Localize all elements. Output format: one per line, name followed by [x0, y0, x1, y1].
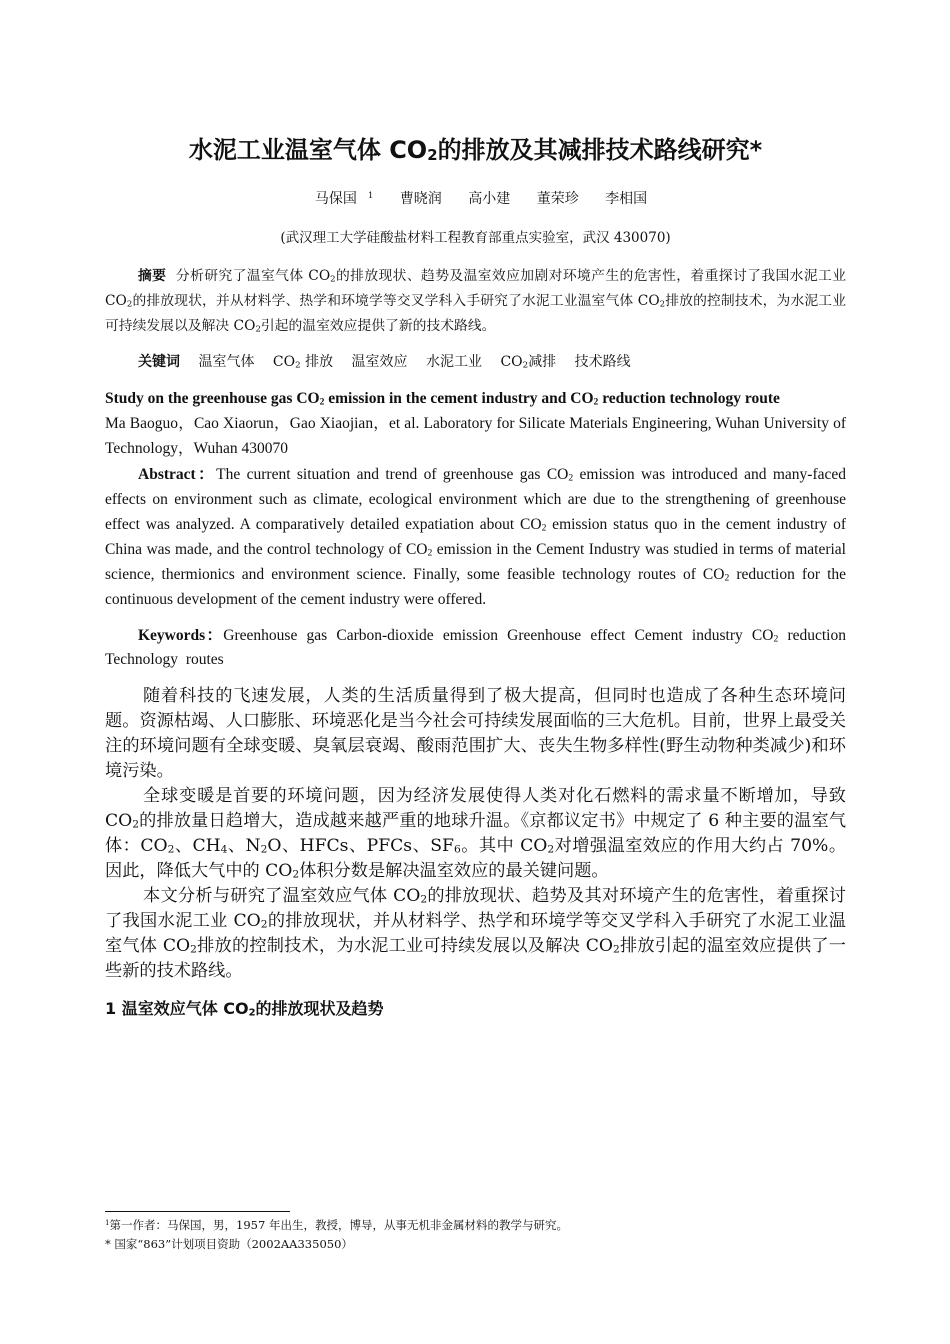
footnotes [105, 1216, 846, 1254]
author-name: 李相国 [605, 191, 648, 207]
keywords-chinese [138, 350, 645, 374]
section-heading: 1 温室效应气体 $CO_2$的排放现状及趋势 [105, 999, 384, 1019]
affiliation: (武汉理工大学硅酸盐材料工程教育部重点实验室，武汉 430070) [280, 230, 671, 246]
paragraph-3: 本文分析与研究了温室效应气体 $CO_2$的排放现状、趋势及其对环境产生的危害性，着重探讨了我国水泥工业 $CO_2$的排放现状，并从材料学、热学和环境学等交叉学科入手研究了水泥工业温室气体 $CO_2$排放的控制技术，为水泥工业可持续发展以及解决 $CO_2$排放引起的温室效应提供了一些新的技术路线。 [105, 886, 846, 981]
english-authors-affiliation: Ma Baoguo，Cao Xiaorun，Gao Xiaojian，et al. Laboratory for Silicate Materials Engineering, Wuhan University of Technology，Wuhan 430070 [105, 415, 846, 457]
footnote-2: * 国家“863”计划项目资助（2002AA335050） [105, 1237, 353, 1251]
body-text [105, 684, 846, 984]
paragraph-2: 全球变暖是首要的环境问题，因为经济发展使得人类对化石燃料的需求量不断增加，导致 $CO_2$的排放量日趋增大，造成越来越严重的地球升温。《京都议定书》中规定了 6 种主要的温室气体：$CO_2$、$CH_4$、$N_2O$、HFCs、PFCs、$SF_6$。其中 $CO_2$对增强温室效应的作用大约占 70%。因此，降低大气中的 $CO_2$体积分数是解决温室效应的最关键问题。 [105, 786, 847, 881]
author-name: 董荣珍 [536, 191, 579, 207]
keyword: $CO_2$ 排放 [272, 354, 334, 371]
abstract-chinese: 摘要 分析研究了温室气体 $CO_2$的排放现状、趋势及温室效应加剧对环境产生的危害性，着重探讨了我国水泥工业 $CO_2$的排放现状，并从材料学、热学和环境学等交叉学科入手研究了水泥工业温室气体 $CO_2$排放的控制技术，为水泥工业可持续发展以及解决 $CO_2$引起的温室效应提供了新的技术路线。 [105, 268, 846, 335]
keyword: 温室气体 [198, 354, 255, 370]
abstract-label: 摘要 [138, 268, 167, 284]
author-name: 曹晓润 [399, 191, 442, 207]
keyword: $CO_2$减排 [500, 354, 557, 371]
footnote-1: $^1$第一作者：马保国，男，1957 年出生，教授，博导，从事无机非金属材料的教学与研究。 [105, 1218, 568, 1232]
footnote-divider [105, 1211, 290, 1212]
author-name: 高小建 [468, 191, 511, 207]
author-list [105, 188, 846, 210]
keyword: 技术路线 [574, 354, 631, 370]
keyword: 温室效应 [351, 354, 408, 370]
paragraph-1: 随着科技的飞速发展，人类的生活质量得到了极大提高，但同时也造成了各种生态环境问题。资源枯竭、人口膨胀、环境恶化是当今社会可持续发展面临的三大危机。目前，世界上最受关注的环境问题有全球变暖、臭氧层衰竭、酸雨范围扩大、丧失生物多样性(野生动物种类减少)和环境污染。 [105, 686, 846, 781]
abstract-english: Abstract：The current situation and trend of greenhouse gas $CO_2$ emission was introduced and many-faced effects on environment such as climate, ecological environment which are due to the strengthening of greenhouse effect was analyzed. A comparatively detailed expatiation about $CO_2$ emission status quo in the cement industry of China was made, and the control technology of $CO_2$ emission in the Cement Industry was studied in terms of material science, thermionics and environment science. Finally, some feasible technology routes of $CO_2$ reduction for the continuous development of the cement industry were offered. [105, 466, 846, 608]
keywords-english-label: Keywords： [138, 627, 224, 644]
keywords-english: Keywords：Greenhouse gas Carbon-dioxide emission Greenhouse effect Cement industry $CO_2$ reduction Technology routes [105, 627, 846, 668]
keywords-label: 关键词 [138, 354, 180, 370]
abstract-english-label: Abstract： [138, 466, 217, 483]
english-title: Study on the greenhouse gas $CO_2$ emission in the cement industry and $CO_2$ reduction technology route [105, 390, 780, 408]
paper-title: 水泥工业温室气体 $CO_2$的排放及其减排技术路线研究* [188, 136, 763, 165]
keyword: 水泥工业 [426, 354, 482, 370]
author-name: 马保国 $^1$ [314, 191, 374, 207]
